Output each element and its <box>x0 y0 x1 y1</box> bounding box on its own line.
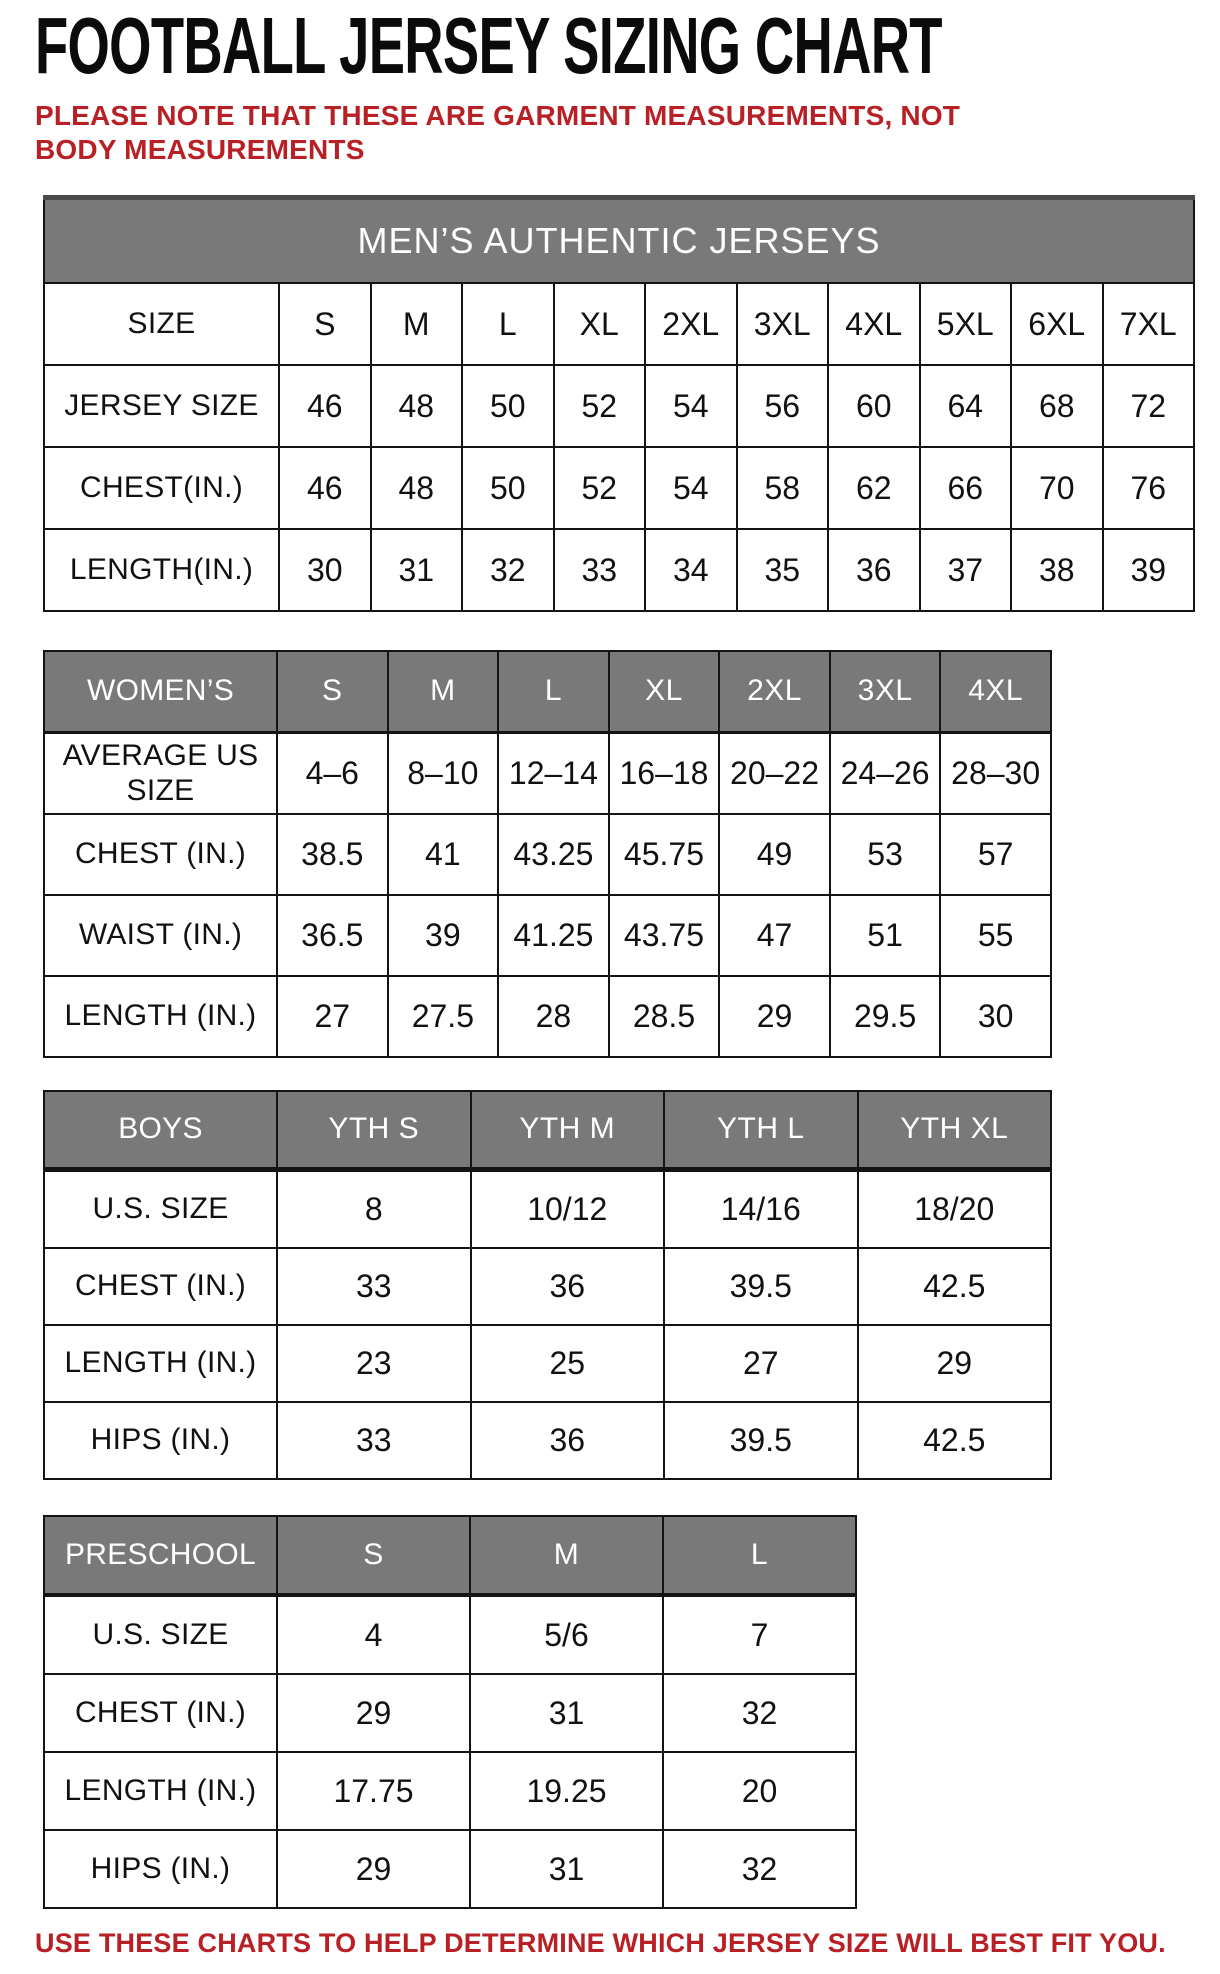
preschool-table-row <box>44 1752 856 1830</box>
preschool-row-label-cell: CHEST (IN.) <box>44 1674 277 1752</box>
womens-data-cell: 41 <box>388 814 499 895</box>
mens-data-cell: S <box>279 283 371 365</box>
preschool-data-cell: 29 <box>277 1674 470 1752</box>
boys-row-label-cell: U.S. SIZE <box>44 1170 277 1249</box>
boys-data-cell: 39.5 <box>664 1248 858 1325</box>
mens-data-cell: 34 <box>645 529 737 611</box>
mens-data-cell: 50 <box>462 365 554 447</box>
mens-data-cell: 35 <box>737 529 829 611</box>
mens-data-cell: 30 <box>279 529 371 611</box>
mens-data-cell: 39 <box>1103 529 1195 611</box>
womens-column-header-cell: 3XL <box>830 651 941 733</box>
womens-data-cell: 51 <box>830 895 941 976</box>
page-title: FOOTBALL JERSEY SIZING CHART <box>35 1 942 90</box>
mens-data-cell: 50 <box>462 447 554 529</box>
mens-data-cell: 38 <box>1011 529 1103 611</box>
boys-table-row <box>44 1248 1051 1325</box>
boys-data-cell: 25 <box>471 1325 665 1402</box>
boys-data-cell: 36 <box>471 1248 665 1325</box>
womens-data-cell: 53 <box>830 814 941 895</box>
mens-row-label-cell: CHEST(IN.) <box>44 447 279 529</box>
womens-data-cell: 16–18 <box>609 733 720 815</box>
womens-data-cell: 41.25 <box>498 895 609 976</box>
boys-row-label-cell: CHEST (IN.) <box>44 1248 277 1325</box>
womens-sizing-table <box>43 650 1052 1058</box>
boys-data-cell: 36 <box>471 1402 665 1479</box>
womens-data-cell: 49 <box>719 814 830 895</box>
boys-table-name-cell: BOYS <box>44 1091 277 1170</box>
womens-data-cell: 4–6 <box>277 733 388 815</box>
womens-table-row <box>44 895 1051 976</box>
mens-data-cell: 5XL <box>920 283 1012 365</box>
womens-data-cell: 43.75 <box>609 895 720 976</box>
boys-data-cell: 14/16 <box>664 1170 858 1249</box>
boys-data-cell: 29 <box>858 1325 1052 1402</box>
womens-data-cell: 27.5 <box>388 976 499 1057</box>
preschool-row-label-cell: HIPS (IN.) <box>44 1830 277 1908</box>
boys-sizing-table <box>43 1090 1052 1480</box>
womens-table-row <box>44 814 1051 895</box>
boys-data-cell: 23 <box>277 1325 471 1402</box>
preschool-data-cell: 31 <box>470 1674 663 1752</box>
mens-data-cell: 62 <box>828 447 920 529</box>
mens-row-label-cell: LENGTH(IN.) <box>44 529 279 611</box>
womens-table-row <box>44 976 1051 1057</box>
mens-data-cell: 33 <box>554 529 646 611</box>
boys-table-row <box>44 1170 1051 1249</box>
mens-table-row <box>44 283 1194 365</box>
mens-data-cell: 60 <box>828 365 920 447</box>
mens-data-cell: 2XL <box>645 283 737 365</box>
womens-row-label-cell: CHEST (IN.) <box>44 814 277 895</box>
mens-data-cell: 72 <box>1103 365 1195 447</box>
preschool-data-cell: 19.25 <box>470 1752 663 1830</box>
preschool-table-row <box>44 1595 856 1674</box>
boys-data-cell: 10/12 <box>471 1170 665 1249</box>
preschool-data-cell: 32 <box>663 1830 856 1908</box>
mens-data-cell: 66 <box>920 447 1012 529</box>
boys-data-cell: 42.5 <box>858 1248 1052 1325</box>
womens-row-label-cell: AVERAGE US SIZE <box>44 733 277 815</box>
preschool-data-cell: 20 <box>663 1752 856 1830</box>
mens-data-cell: 48 <box>371 447 463 529</box>
mens-data-cell: 4XL <box>828 283 920 365</box>
boys-table-row <box>44 1402 1051 1479</box>
boys-row-label-cell: LENGTH (IN.) <box>44 1325 277 1402</box>
womens-data-cell: 43.25 <box>498 814 609 895</box>
boys-table-row <box>44 1325 1051 1402</box>
womens-table-row <box>44 733 1051 815</box>
mens-data-cell: 54 <box>645 365 737 447</box>
mens-data-cell: 54 <box>645 447 737 529</box>
womens-column-header-cell: 4XL <box>940 651 1051 733</box>
womens-column-header-cell: 2XL <box>719 651 830 733</box>
womens-column-header-cell: L <box>498 651 609 733</box>
preschool-table-row <box>44 1830 856 1908</box>
preschool-column-header-cell: M <box>470 1516 663 1595</box>
mens-data-cell: 6XL <box>1011 283 1103 365</box>
womens-data-cell: 39 <box>388 895 499 976</box>
womens-data-cell: 28 <box>498 976 609 1057</box>
womens-data-cell: 28.5 <box>609 976 720 1057</box>
mens-data-cell: 3XL <box>737 283 829 365</box>
mens-banner-title: MEN’S AUTHENTIC JERSEYS <box>44 198 1194 284</box>
mens-data-cell: 7XL <box>1103 283 1195 365</box>
preschool-column-header-cell: L <box>663 1516 856 1595</box>
mens-data-cell: 52 <box>554 365 646 447</box>
preschool-data-cell: 5/6 <box>470 1595 663 1674</box>
womens-row-label-cell: WAIST (IN.) <box>44 895 277 976</box>
mens-data-cell: 58 <box>737 447 829 529</box>
mens-data-cell: 48 <box>371 365 463 447</box>
mens-table-row <box>44 365 1194 447</box>
womens-data-cell: 24–26 <box>830 733 941 815</box>
boys-column-header-cell: YTH M <box>471 1091 665 1170</box>
boys-data-cell: 18/20 <box>858 1170 1052 1249</box>
boys-column-header-cell: YTH L <box>664 1091 858 1170</box>
womens-data-cell: 47 <box>719 895 830 976</box>
womens-data-cell: 57 <box>940 814 1051 895</box>
preschool-data-cell: 17.75 <box>277 1752 470 1830</box>
mens-data-cell: 70 <box>1011 447 1103 529</box>
mens-data-cell: 52 <box>554 447 646 529</box>
boys-data-cell: 33 <box>277 1248 471 1325</box>
boys-data-cell: 27 <box>664 1325 858 1402</box>
womens-column-header-cell: S <box>277 651 388 733</box>
footer-note: USE THESE CHARTS TO HELP DETERMINE WHICH JERSEY SIZE WILL BEST FIT YOU. <box>35 1928 1166 1958</box>
womens-column-header-cell: M <box>388 651 499 733</box>
boys-data-cell: 8 <box>277 1170 471 1249</box>
womens-data-cell: 27 <box>277 976 388 1057</box>
womens-data-cell: 38.5 <box>277 814 388 895</box>
mens-data-cell: 31 <box>371 529 463 611</box>
garment-measurements-note: PLEASE NOTE THAT THESE ARE GARMENT MEASUREMENTS, NOT BODY MEASUREMENTS <box>35 100 961 165</box>
preschool-data-cell: 4 <box>277 1595 470 1674</box>
womens-data-cell: 55 <box>940 895 1051 976</box>
mens-data-cell: 46 <box>279 447 371 529</box>
womens-data-cell: 29 <box>719 976 830 1057</box>
womens-data-cell: 8–10 <box>388 733 499 815</box>
preschool-data-cell: 32 <box>663 1674 856 1752</box>
mens-data-cell: 68 <box>1011 365 1103 447</box>
womens-data-cell: 36.5 <box>277 895 388 976</box>
womens-data-cell: 28–30 <box>940 733 1051 815</box>
preschool-column-header-cell: S <box>277 1516 470 1595</box>
mens-data-cell: 37 <box>920 529 1012 611</box>
mens-authentic-jerseys-table <box>43 195 1195 612</box>
womens-data-cell: 45.75 <box>609 814 720 895</box>
mens-data-cell: 32 <box>462 529 554 611</box>
preschool-data-cell: 7 <box>663 1595 856 1674</box>
mens-data-cell: 36 <box>828 529 920 611</box>
preschool-row-label-cell: U.S. SIZE <box>44 1595 277 1674</box>
mens-table-row <box>44 447 1194 529</box>
preschool-table-row <box>44 1674 856 1752</box>
womens-data-cell: 30 <box>940 976 1051 1057</box>
womens-data-cell: 20–22 <box>719 733 830 815</box>
mens-data-cell: 76 <box>1103 447 1195 529</box>
boys-data-cell: 33 <box>277 1402 471 1479</box>
boys-column-header-cell: YTH S <box>277 1091 471 1170</box>
preschool-data-cell: 29 <box>277 1830 470 1908</box>
womens-column-header-cell: XL <box>609 651 720 733</box>
womens-data-cell: 29.5 <box>830 976 941 1057</box>
mens-table-row <box>44 529 1194 611</box>
boys-data-cell: 39.5 <box>664 1402 858 1479</box>
preschool-row-label-cell: LENGTH (IN.) <box>44 1752 277 1830</box>
mens-data-cell: 46 <box>279 365 371 447</box>
mens-data-cell: M <box>371 283 463 365</box>
mens-data-cell: XL <box>554 283 646 365</box>
boys-row-label-cell: HIPS (IN.) <box>44 1402 277 1479</box>
womens-data-cell: 12–14 <box>498 733 609 815</box>
mens-data-cell: 56 <box>737 365 829 447</box>
mens-data-cell: 64 <box>920 365 1012 447</box>
mens-row-label-cell: SIZE <box>44 283 279 365</box>
preschool-table-name-cell: PRESCHOOL <box>44 1516 277 1595</box>
preschool-data-cell: 31 <box>470 1830 663 1908</box>
preschool-sizing-table <box>43 1515 857 1909</box>
mens-row-label-cell: JERSEY SIZE <box>44 365 279 447</box>
mens-data-cell: L <box>462 283 554 365</box>
boys-data-cell: 42.5 <box>858 1402 1052 1479</box>
boys-column-header-cell: YTH XL <box>858 1091 1052 1170</box>
womens-row-label-cell: LENGTH (IN.) <box>44 976 277 1057</box>
womens-table-name-cell: WOMEN’S <box>44 651 277 733</box>
